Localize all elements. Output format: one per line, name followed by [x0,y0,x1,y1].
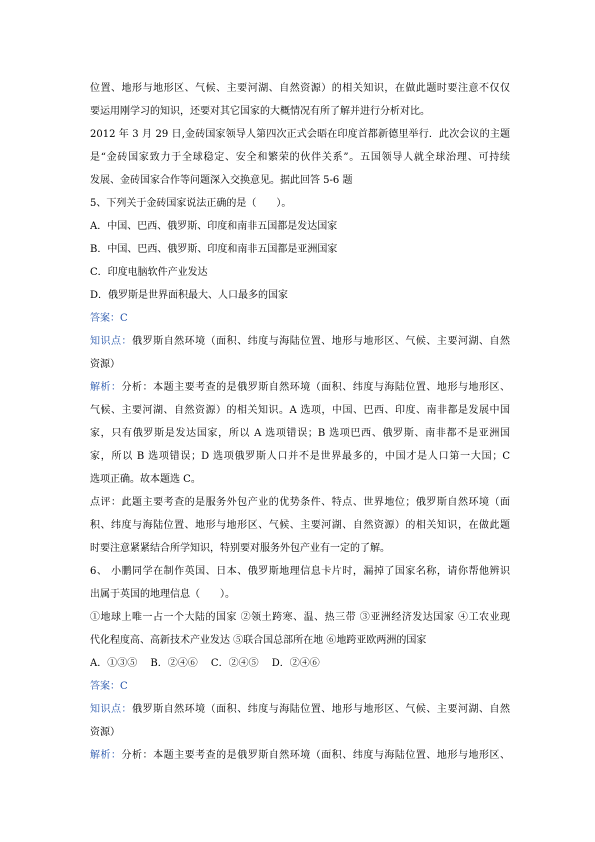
line-text: 家，只有俄罗斯是发达国家，所以 A 选项错误；B 选项巴西、俄罗斯、南非都不是亚洲国 [90,428,510,439]
document-body [90,77,510,767]
line-text: 俄罗斯自然环境（面积、纬度与海陆位置、地形与地形区、气候、主要河湖、自然 [132,336,510,347]
text-line [90,169,510,192]
line-text: 时要注意紧紧结合所学知识，特别要对服务外包产业有一定的了解。 [90,543,390,554]
field-label: 答案： [90,681,120,692]
line-text: 是“金砖国家致力于全球稳定、安全和繁荣的伙伴关系”。五国领导人就全球治理、可持续 [90,152,510,163]
text-line [90,192,510,215]
line-text: B．中国、巴西、俄罗斯、印度和南非五国都是亚洲国家 [90,244,338,255]
line-text: 发展、金砖国家合作等问题深入交换意见。据此回答 5-6 题 [90,175,353,186]
line-text: 选项正确。故本题选 C。 [90,474,201,485]
line-text: 家，所以 B 选项错误；D 选项俄罗斯人口并不是世界最多的，中国才是人口第一大国；C [90,451,510,462]
text-line [90,629,510,652]
text-line [90,353,510,376]
field-label: 知识点： [90,336,133,347]
text-line [90,744,510,767]
text-line [90,77,510,100]
line-text: 要运用刚学习的知识，还要对其它国家的大概情况有所了解并进行分析对比。 [90,106,430,117]
line-text: D．俄罗斯是世界面积最大、人口最多的国家 [90,290,289,301]
text-line [90,376,510,399]
text-line [90,330,510,353]
field-label: 解析： [90,382,122,393]
text-line [90,560,510,583]
text-line [90,514,510,537]
text-line [90,721,510,744]
line-text: 点评：此题主要考查的是服务外包产业的优势条件、特点、世界地位；俄罗斯自然环境（面 [90,497,510,508]
text-line [90,606,510,629]
text-line [90,468,510,491]
text-line [90,307,510,330]
text-line [90,146,510,169]
text-line [90,215,510,238]
text-line [90,537,510,560]
line-text: 分析：本题主要考查的是俄罗斯自然环境（面积、纬度与海陆位置、地形与地形区、 [121,750,510,761]
text-line [90,698,510,721]
line-text: 位置、地形与地形区、气候、主要河湖、自然资源）的相关知识，在做此题时要注意不仅仅 [90,83,510,94]
line-text: 气候、主要河湖、自然资源）的相关知识。A 选项，中国、巴西、印度、南非都是发展中国 [90,405,510,416]
text-line [90,100,510,123]
line-text: 5、下列关于金砖国家说法正确的是（ ）。 [90,198,292,209]
line-text: 代化程度高、高新技术产业发达 ⑤联合国总部所在地 ⑥地跨亚欧两洲的国家 [90,635,427,646]
text-line [90,583,510,606]
line-text: ①地球上唯一占一个大陆的国家 ②领土跨寒、温、热三带 ③亚洲经济发达国家 ④工农业现 [90,612,510,623]
line-text: 出属于英国的地理信息（ ）。 [90,589,235,600]
line-text: 俄罗斯自然环境（面积、纬度与海陆位置、地形与地形区、气候、主要河湖、自然 [132,704,510,715]
text-line [90,491,510,514]
text-line [90,445,510,468]
line-text: 分析：本题主要考查的是俄罗斯自然环境（面积、纬度与海陆位置、地形与地形区、 [121,382,510,393]
text-line [90,675,510,698]
line-text: A．①③⑤ B．②④⑥ C．②④⑤ D．②④⑥ [90,658,320,669]
field-label: 知识点： [90,704,133,715]
text-line [90,399,510,422]
text-line [90,652,510,675]
line-text: 6、 小鹏同学在制作英国、日本、俄罗斯地理信息卡片时，漏掉了国家名称，请你帮他辨识 [90,566,510,577]
text-line [90,238,510,261]
text-line [90,261,510,284]
line-text: 资源） [90,359,120,370]
line-text: 资源） [90,727,120,738]
text-line [90,123,510,146]
field-label: 解析： [90,750,122,761]
line-text: A．中国、巴西、俄罗斯、印度和南非五国都是发达国家 [90,221,338,232]
field-label: 答案： [90,313,120,324]
text-line [90,284,510,307]
line-text: 2012 年 3 月 29 日,金砖国家领导人第四次正式会晤在印度首都新德里举行．此次会议的主题 [90,129,510,140]
line-text: C．印度电脑软件产业发达 [90,267,208,278]
text-line [90,422,510,445]
line-text: 积、纬度与海陆位置、地形与地形区、气候、主要河湖、自然资源）的相关知识，在做此题 [90,520,510,531]
line-text: C [120,681,128,692]
line-text: C [120,313,128,324]
